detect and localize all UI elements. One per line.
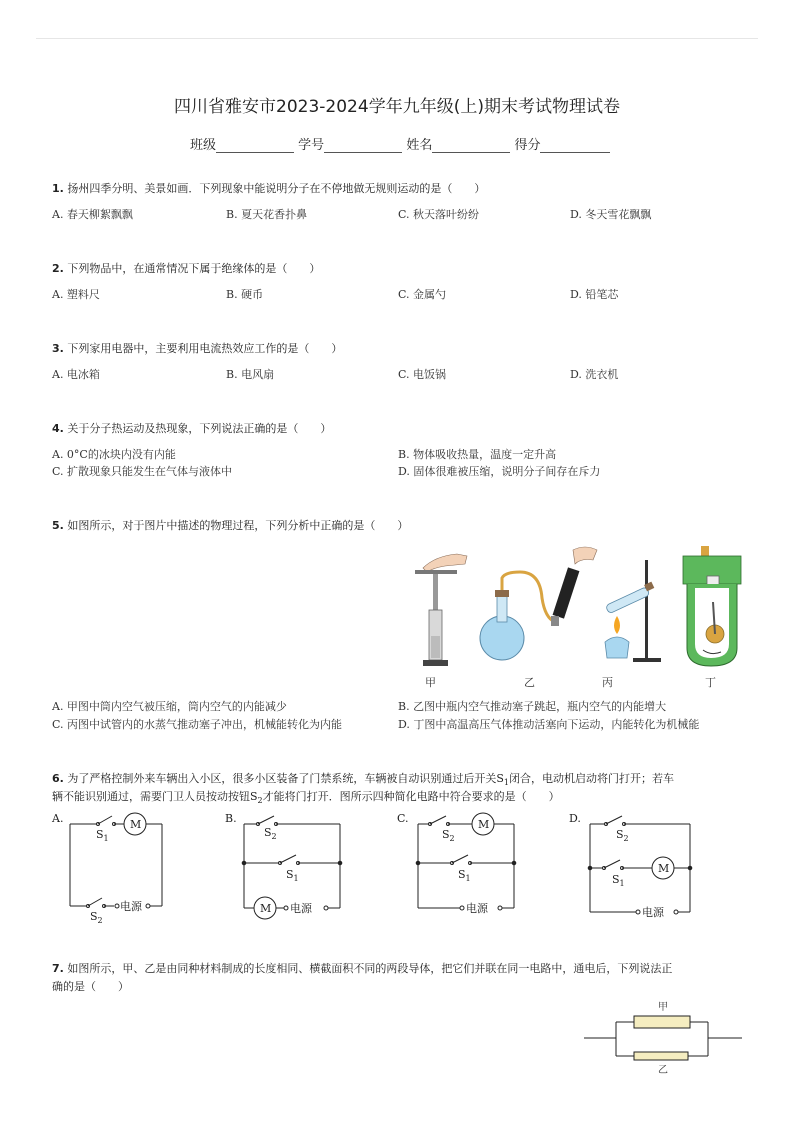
- q1-option-c[interactable]: C. 秋天落叶纷纷: [398, 208, 480, 221]
- q3-option-b[interactable]: B. 电风扇: [226, 368, 275, 381]
- d-s1-label: $S_1$: [612, 873, 625, 888]
- number-blank[interactable]: [324, 152, 402, 153]
- fig-label-ding: 丁: [705, 676, 716, 689]
- top-rule: [36, 38, 758, 39]
- b-motor-label: M: [260, 902, 272, 915]
- label-jia: 甲: [658, 1002, 668, 1013]
- question-4: 4. 关于分子热运动及热现象，下列说法正确的是（ ）: [52, 422, 332, 435]
- q2-option-a[interactable]: A. 塑料尺: [52, 288, 100, 301]
- circuit-a: [70, 813, 162, 908]
- q5-option-c[interactable]: C. 丙图中试管内的水蒸气推动塞子冲出，机械能转化为内能: [52, 718, 343, 731]
- name-blank[interactable]: [432, 152, 510, 153]
- q4-option-d[interactable]: D. 固体很难被压缩，说明分子间存在斥力: [398, 465, 601, 478]
- d-motor-label: M: [658, 862, 670, 875]
- question-2: 2. 下列物品中，在通常情况下属于绝缘体的是（ ）: [52, 262, 321, 275]
- a-s1-label: $S_1$: [96, 828, 109, 843]
- a-s2-label: $S_2$: [90, 910, 103, 925]
- score-label: 得分: [514, 138, 541, 153]
- q5-option-b[interactable]: B. 乙图中瓶内空气推动塞子跳起，瓶内空气的内能增大: [398, 700, 667, 713]
- question-6-line-2: 辆不能识别通过，需要门卫人员按动按钮$S_2$才能将门打开．图所示四种简化电路中符合要求的是（ ）: [52, 790, 560, 806]
- q3-option-c[interactable]: C. 电饭锅: [398, 368, 447, 381]
- q5-figure: [405, 538, 750, 693]
- fig-label-yi: 乙: [524, 676, 535, 689]
- c-motor-label: M: [478, 818, 490, 831]
- student-info-line: [190, 134, 610, 153]
- q5-option-d[interactable]: D. 丁图中高温高压气体推动活塞向下运动，内能转化为机械能: [398, 718, 700, 731]
- q2-option-b[interactable]: B. 硬币: [226, 288, 264, 301]
- circuit-option-b[interactable]: B.: [225, 812, 237, 825]
- figure-ding-engine-cylinder: [683, 546, 741, 666]
- class-label: 班级: [190, 138, 217, 153]
- figure-yi-flask-pump: [480, 547, 597, 660]
- circuit-d: [588, 816, 692, 914]
- circuit-option-a[interactable]: A.: [52, 812, 64, 825]
- q3-option-d[interactable]: D. 洗衣机: [570, 368, 619, 381]
- question-7-line-2: 确的是（ ）: [52, 980, 129, 993]
- q1-option-a[interactable]: A. 春天柳絮飘飘: [52, 208, 133, 221]
- q5-option-a[interactable]: A. 甲图中筒内空气被压缩，筒内空气的内能减少: [52, 700, 287, 713]
- class-blank[interactable]: [216, 152, 294, 153]
- circuit-option-d[interactable]: D.: [569, 812, 581, 825]
- question-7-line-1: 7. 如图所示，甲、乙是由同种材料制成的长度相同、横截面积不同的两段导体，把它们并联在同一电路中，通电后，下列说法正: [52, 962, 673, 975]
- q2-option-d[interactable]: D. 铅笔芯: [570, 288, 619, 301]
- q6-circuits: [48, 808, 748, 926]
- name-label: 姓名: [406, 138, 433, 153]
- question-3: 3. 下列家用电器中，主要利用电流热效应工作的是（ ）: [52, 342, 343, 355]
- question-5: 5. 如图所示，对于图片中描述的物理过程，下列分析中正确的是（ ）: [52, 519, 409, 532]
- c-s1-label: $S_1$: [458, 868, 471, 883]
- label-yi: 乙: [658, 1065, 668, 1076]
- q2-option-c[interactable]: C. 金属勺: [398, 288, 447, 301]
- c-s2-label: $S_2$: [442, 828, 455, 843]
- conductor-jia: [634, 1016, 690, 1028]
- b-power-label: 电源: [290, 902, 312, 915]
- fig-label-bing: 丙: [602, 676, 613, 689]
- question-1: 1. 扬州四季分明、美景如画．下列现象中能说明分子在不停地做无规则运动的是（ ）: [52, 182, 486, 195]
- conductor-yi: [634, 1052, 688, 1060]
- q7-parallel-conductors: [582, 996, 746, 1076]
- q4-option-b[interactable]: B. 物体吸收热量，温度一定升高: [398, 448, 557, 461]
- q1-option-d[interactable]: D. 冬天雪花飘飘: [570, 208, 652, 221]
- d-s2-label: $S_2$: [616, 828, 629, 843]
- a-power-label: 电源: [120, 900, 142, 913]
- b-s1-label: $S_1$: [286, 868, 299, 883]
- q4-option-a[interactable]: A. 0°C的冰块内没有内能: [52, 448, 176, 461]
- d-power-label: 电源: [642, 906, 664, 919]
- score-blank[interactable]: [540, 152, 610, 153]
- page-title: 四川省雅安市2023-2024学年九年级(上)期末考试物理试卷: [174, 97, 620, 117]
- fig-label-jia: 甲: [425, 676, 436, 689]
- number-label: 学号: [298, 138, 325, 153]
- c-power-label: 电源: [466, 902, 488, 915]
- q3-option-a[interactable]: A. 电冰箱: [52, 368, 100, 381]
- circuit-c: [416, 813, 516, 910]
- figure-bing-test-tube-heating: [605, 560, 661, 662]
- b-s2-label: $S_2$: [264, 826, 277, 841]
- a-motor-label: M: [130, 818, 142, 831]
- circuit-option-c[interactable]: C.: [397, 812, 409, 825]
- figure-jia-compression-cylinder: [415, 554, 467, 666]
- question-6-line-1: 6. 为了严格控制外来车辆出入小区，很多小区装备了门禁系统，车辆被自动识别通过后开关$S_1$闭合，电动机启动将门打开；若车: [52, 772, 674, 788]
- q4-option-c[interactable]: C. 扩散现象只能发生在气体与液体中: [52, 465, 233, 478]
- q1-option-b[interactable]: B. 夏天花香扑鼻: [226, 208, 308, 221]
